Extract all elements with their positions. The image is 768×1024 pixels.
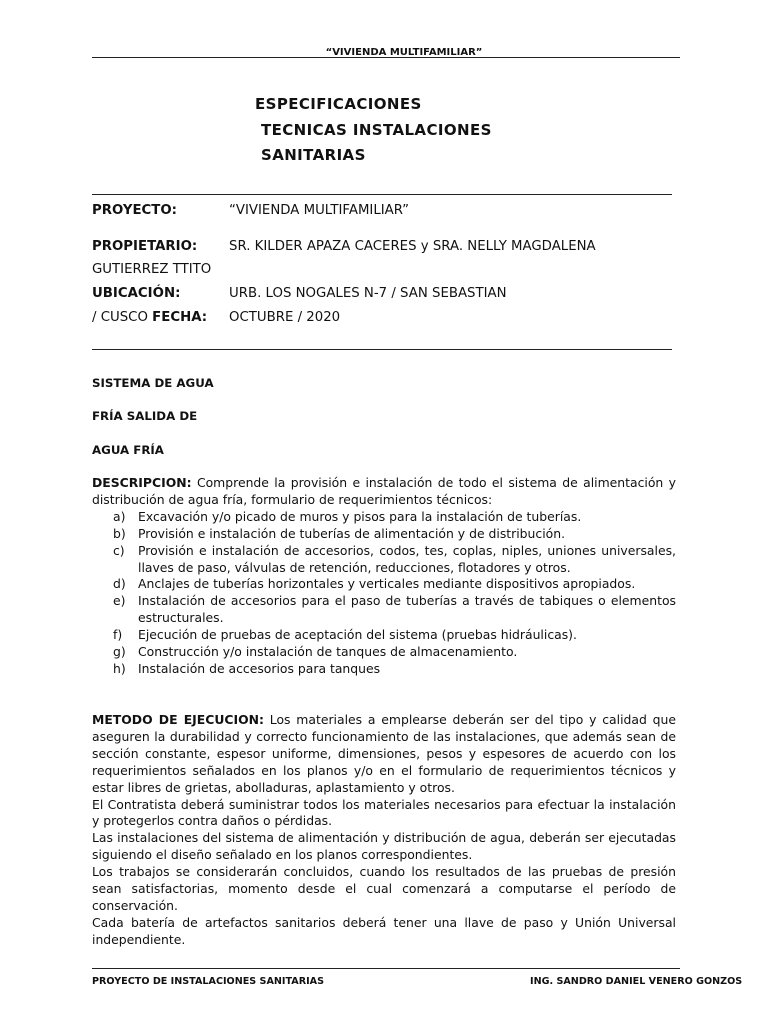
info-bottom-rule xyxy=(92,349,672,350)
list-marker: a) xyxy=(113,508,126,524)
title-line-1: ESPECIFICACIONES xyxy=(255,95,422,113)
proyecto-label: PROYECTO: xyxy=(92,203,177,218)
list-marker: g) xyxy=(113,644,126,660)
ubicacion-value: URB. LOS NOGALES N-7 / SAN SEBASTIAN xyxy=(229,286,507,301)
ubicacion-label: UBICACIÓN: xyxy=(92,286,181,301)
list-marker: f) xyxy=(113,627,123,643)
propietario-label: PROPIETARIO: xyxy=(92,239,198,254)
footer-rule xyxy=(92,968,680,969)
list-item xyxy=(92,593,676,627)
list-item xyxy=(92,509,676,526)
list-item-text: Instalación de accesorios para el paso de tuberías a través de tabiques o elementos estructurales. xyxy=(138,593,676,626)
list-item-text: Anclajes de tuberías horizontales y verticales mediante dispositivos apropiados. xyxy=(138,576,636,592)
fecha-value: OCTUBRE / 2020 xyxy=(229,310,341,325)
list-item xyxy=(92,576,676,593)
info-top-rule xyxy=(92,194,672,195)
footer-right: ING. SANDRO DANIEL VENERO GONZOS xyxy=(530,976,743,987)
descripcion-list xyxy=(92,509,676,678)
metodo-text-1: Los materiales a emplearse deberán ser del tipo y calidad que aseguren la durabilidad y correcto funcionamiento de las instalaciones, que además sean de sección constante, espesor uniforme, dimensiones, pesos y espesores de acuerdo con los requerimientos señalados en los planos y/o en el formulario de requerimientos técnicos y estar libres de grietas, abolladuras, aplastamiento y otros. xyxy=(92,712,676,795)
metodo-paragraph-1 xyxy=(92,712,676,797)
list-marker: c) xyxy=(113,542,125,558)
list-item xyxy=(92,644,676,661)
document-title xyxy=(255,92,492,169)
footer-left: PROYECTO DE INSTALACIONES SANITARIAS xyxy=(92,976,324,987)
ubicacion-fecha-line xyxy=(92,310,207,326)
section-heading-3: AGUA FRÍA xyxy=(92,443,164,457)
list-marker: b) xyxy=(113,525,126,541)
running-header-text: “VIVIENDA MULTIFAMILIAR” xyxy=(325,47,483,58)
header-rule xyxy=(92,57,680,58)
ubicacion-continuation: / CUSCO xyxy=(92,310,148,325)
section-heading-2: FRÍA SALIDA DE xyxy=(92,409,198,423)
descripcion-block xyxy=(92,475,676,678)
metodo-label: METODO DE EJECUCION: xyxy=(92,712,264,727)
list-item-text: Ejecución de pruebas de aceptación del sistema (pruebas hidráulicas). xyxy=(138,627,577,643)
metodo-block xyxy=(92,712,676,949)
fecha-label: FECHA: xyxy=(152,310,208,325)
list-item xyxy=(92,526,676,543)
proyecto-row xyxy=(92,203,177,219)
metodo-paragraph-4: Los trabajos se considerarán concluidos, cuando los resultados de las pruebas de presión sean satisfactorias, momento desde el cual comenzará a computarse el período de conservación. xyxy=(92,864,676,913)
propietario-continuation: GUTIERREZ TTITO xyxy=(92,262,212,277)
descripcion-intro xyxy=(92,475,676,509)
list-item xyxy=(92,543,676,577)
proyecto-value: “VIVIENDA MULTIFAMILIAR” xyxy=(229,203,410,218)
metodo-paragraph-5: Cada batería de artefactos sanitarios deberá tener una llave de paso y Unión Universal independiente. xyxy=(92,914,676,947)
section-heading-1: SISTEMA DE AGUA xyxy=(92,376,214,390)
list-marker: e) xyxy=(113,593,126,609)
list-item-text: Instalación de accesorios para tanques xyxy=(138,660,381,676)
metodo-paragraph-2: El Contratista deberá suministrar todos los materiales necesarios para efectuar la instalación y protegerlos contra daños o pérdidas. xyxy=(92,796,676,829)
descripcion-text: Comprende la provisión e instalación de todo el sistema de alimentación y distribución de agua fría, formulario de requerimientos técnicos: xyxy=(92,475,676,507)
list-item-text: Construcción y/o instalación de tanques de almacenamiento. xyxy=(138,644,518,660)
title-line-2: TECNICAS INSTALACIONES xyxy=(261,120,492,139)
list-marker: d) xyxy=(113,576,126,592)
list-item xyxy=(92,661,676,678)
descripcion-label: DESCRIPCION: xyxy=(92,475,192,490)
propietario-value: SR. KILDER APAZA CACERES y SRA. NELLY MAGDALENA xyxy=(229,239,596,254)
list-item-text: Excavación y/o picado de muros y pisos para la instalación de tuberías. xyxy=(138,508,582,524)
running-header xyxy=(0,40,768,58)
list-marker: h) xyxy=(113,660,126,676)
list-item xyxy=(92,627,676,644)
title-line-3: SANITARIAS xyxy=(261,146,366,164)
metodo-paragraph-3: Las instalaciones del sistema de alimentación y distribución de agua, deberán ser ejecutadas siguiendo el diseño señalado en los planos correspondientes. xyxy=(92,830,676,863)
list-item-text: Provisión e instalación de accesorios, codos, tes, coplas, niples, uniones universales, llaves de paso, válvulas de retención, reducciones, flotadores y otros. xyxy=(138,542,676,575)
list-item-text: Provisión e instalación de tuberías de alimentación y de distribución. xyxy=(138,525,566,541)
